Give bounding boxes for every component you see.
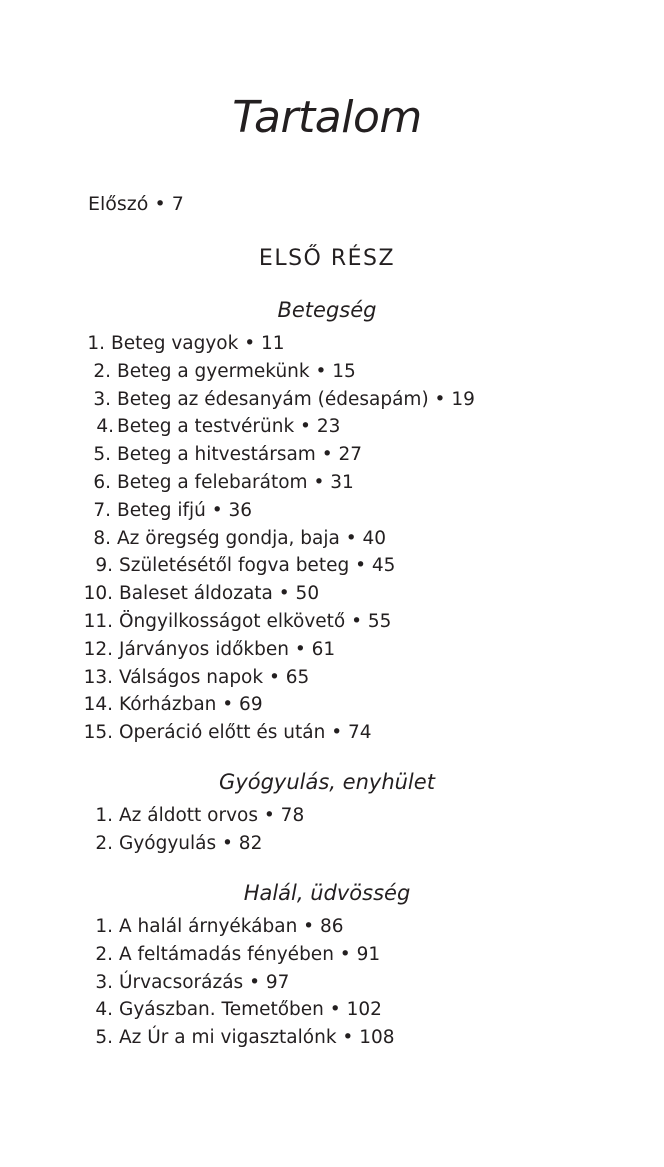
toc-item <box>0 1024 395 1052</box>
toc-item-number: 3. <box>93 388 111 410</box>
toc-item-text: Az öregség gondja, baja • 40 <box>117 527 387 549</box>
toc-item-text: Öngyilkosságot elkövető • 55 <box>119 610 392 632</box>
toc-item-number: 10. <box>83 583 113 605</box>
toc-item-number: 15. <box>83 722 113 744</box>
toc-item <box>0 441 475 469</box>
toc-item-number: 11. <box>83 610 113 632</box>
toc-item-number: 2. <box>95 943 113 965</box>
toc-list-gyogyulas <box>0 802 304 858</box>
toc-item-text: Baleset áldozata • 50 <box>119 583 320 605</box>
section-title-gyogyulas: Gyógyulás, enyhület <box>219 770 435 794</box>
toc-item-text: Beteg vagyok • 11 <box>111 333 285 354</box>
toc-item <box>0 691 475 719</box>
toc-item <box>0 664 475 692</box>
toc-item-text: Beteg ifjú • 36 <box>117 499 253 521</box>
toc-item <box>0 608 475 636</box>
toc-item <box>0 330 475 358</box>
toc-item-number: 5. <box>95 1027 113 1049</box>
toc-item-text: Gyógyulás • 82 <box>119 832 263 854</box>
toc-item-number: 9. <box>95 555 113 577</box>
toc-item <box>0 830 304 858</box>
toc-item-number: 7. <box>93 499 111 521</box>
toc-item-text: Beteg a gyermekünk • 15 <box>117 360 356 382</box>
toc-item-number: 3. <box>95 971 113 993</box>
toc-item-text: Válságos napok • 65 <box>119 666 310 688</box>
toc-item <box>0 636 475 664</box>
toc-item-number: 13. <box>83 666 113 688</box>
part-title: ELSŐ RÉSZ <box>258 246 396 271</box>
toc-item-text: Beteg a felebarátom • 31 <box>117 471 354 493</box>
toc-item-number: 1. <box>87 333 105 354</box>
toc-item-text: Születésétől fogva beteg • 45 <box>119 555 396 577</box>
toc-item-text: Az Úr a mi vigasztalónk • 108 <box>119 1027 395 1049</box>
toc-item-text: A feltámadás fényében • 91 <box>119 943 381 965</box>
toc-item <box>0 386 475 414</box>
toc-list-halal <box>0 913 395 1052</box>
toc-item-number: 4. <box>95 999 113 1021</box>
toc-item-number: 4. <box>96 416 114 438</box>
toc-item-number: 12. <box>83 638 113 660</box>
toc-item-number: 2. <box>93 360 111 382</box>
toc-item-text: Beteg a hitvestársam • 27 <box>117 444 363 466</box>
toc-item-text: Járványos időkben • 61 <box>119 638 336 660</box>
toc-item-text: Az áldott orvos • 78 <box>119 805 305 826</box>
toc-item-number: 14. <box>83 694 113 716</box>
toc-item-text: Úrvacsorázás • 97 <box>119 971 290 993</box>
page-title: Tartalom <box>232 92 422 143</box>
toc-item-text: Gyászban. Temetőben • 102 <box>119 999 382 1021</box>
toc-item-text: A halál árnyékában • 86 <box>119 916 344 937</box>
toc-item <box>0 358 475 386</box>
toc-item <box>0 525 475 553</box>
toc-item-number: 2. <box>95 832 113 854</box>
toc-item <box>0 580 475 608</box>
toc-item <box>0 941 395 969</box>
toc-item <box>0 969 395 997</box>
toc-item-number: 1. <box>95 805 113 826</box>
section-title-halal: Halál, üdvösség <box>243 881 411 905</box>
toc-item-text: Kórházban • 69 <box>119 694 263 716</box>
toc-item-text: Beteg a testvérünk • 23 <box>117 416 341 438</box>
toc-item <box>0 719 475 747</box>
toc-item-number: 6. <box>93 471 111 493</box>
toc-item-number: 1. <box>95 916 113 937</box>
toc-item <box>0 413 475 441</box>
toc-list-betegseg <box>0 330 475 747</box>
toc-item-number: 5. <box>93 444 111 466</box>
toc-item <box>0 996 395 1024</box>
toc-item <box>0 552 475 580</box>
toc-item <box>0 469 475 497</box>
section-title-betegseg: Betegség <box>277 298 377 322</box>
toc-item-text: Operáció előtt és után • 74 <box>119 722 372 744</box>
toc-item <box>0 497 475 525</box>
toc-item-number: 8. <box>93 527 111 549</box>
toc-item <box>0 802 304 830</box>
toc-item <box>0 913 395 941</box>
toc-foreword: Előszó • 7 <box>88 193 184 215</box>
toc-item-text: Beteg az édesanyám (édesapám) • 19 <box>117 388 475 410</box>
